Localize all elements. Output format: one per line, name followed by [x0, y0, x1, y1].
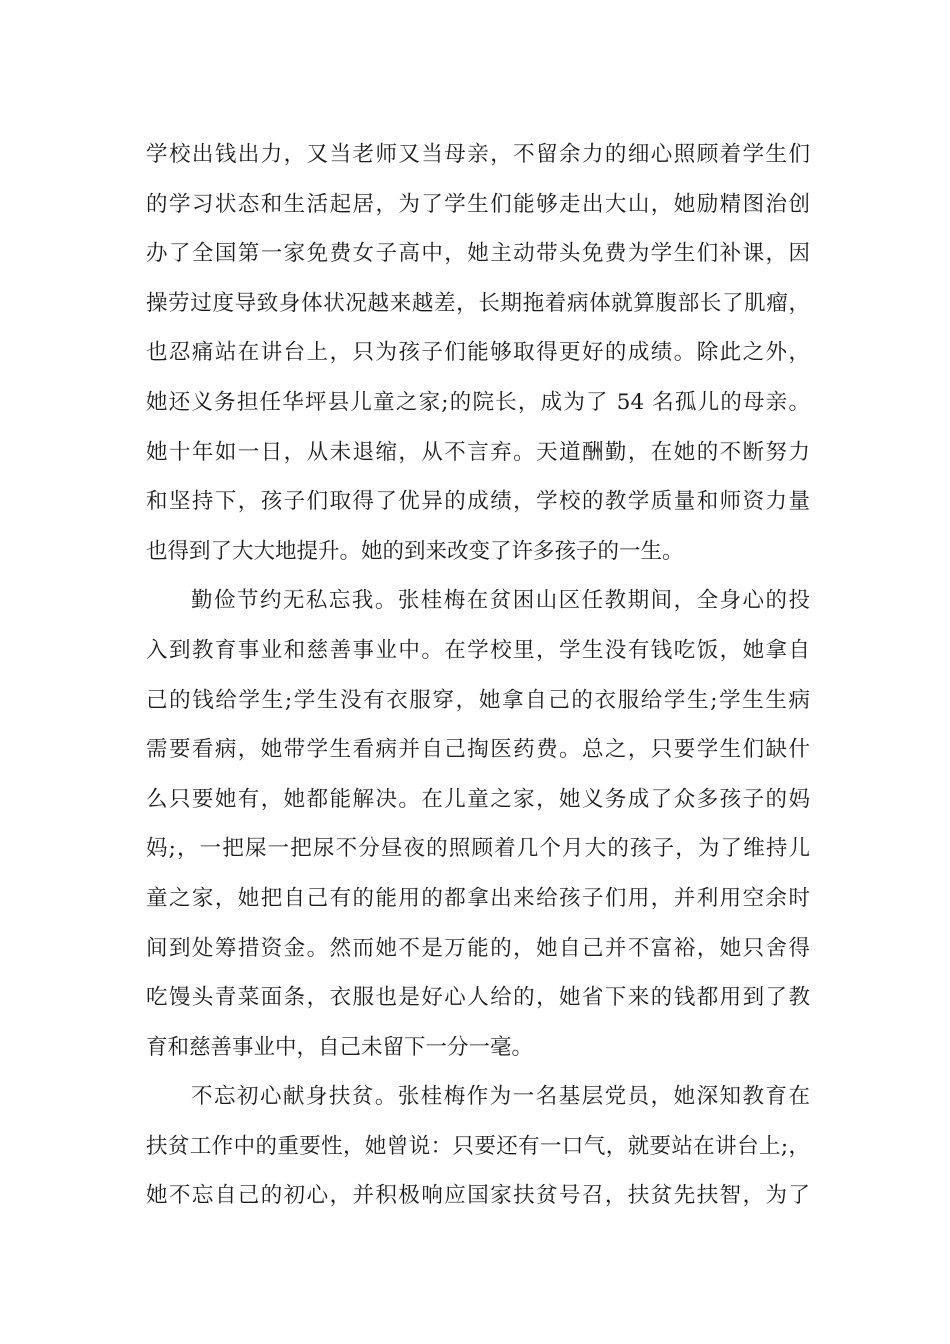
text-line: 学校出钱出力，又当老师又当母亲，不留余力的细心照顾着学生们 [146, 142, 810, 167]
paragraph-end-line: 育和慈善事业中，自己未留下一分一毫。 [146, 1034, 534, 1060]
text-line: 她十年如一日，从未退缩，从不言弃。天道酬勤，在她的不断努力 [146, 439, 810, 465]
document-body [146, 130, 810, 1221]
text-line: 妈;，一把屎一把尿不分昼夜的照顾着几个月大的孩子，为了维持儿 [146, 836, 810, 862]
text-line: 吃馒头青菜面条，衣服也是好心人给的，她省下来的钱都用到了教 [146, 985, 810, 1011]
paragraph-first-line: 不忘初心献身扶贫。张桂梅作为一名基层党员，她深知教育在 [191, 1084, 810, 1110]
text-line: 也忍痛站在讲台上，只为孩子们能够取得更好的成绩。除此之外， [146, 340, 810, 366]
text-line: 入到教育事业和慈善事业中。在学校里，学生没有钱吃饭，她拿自 [146, 637, 810, 663]
text-line: 需要看病，她带学生看病并自己掏医药费。总之，只要学生们缺什 [146, 737, 810, 763]
text-line: 操劳过度导致身体状况越来越差，长期拖着病体就算腹部长了肌瘤， [146, 290, 810, 316]
text-line: 己的钱给学生;学生没有衣服穿，她拿自己的衣服给学生;学生生病 [146, 687, 810, 713]
text-line: 的学习状态和生活起居，为了学生们能够走出大山，她励精图治创 [146, 191, 810, 217]
paragraph-first-line: 勤俭节约无私忘我。张桂梅在贫困山区任教期间，全身心的投 [191, 588, 810, 614]
text-line: 么只要她有，她都能解决。在儿童之家，她义务成了众多孩子的妈 [146, 786, 810, 812]
text-line: 和坚持下，孩子们取得了优异的成绩，学校的教学质量和师资力量 [146, 489, 810, 515]
text-line: 间到处筹措资金。然而她不是万能的，她自己并不富裕，她只舍得 [146, 935, 810, 961]
text-line: 她不忘自己的初心，并积极响应国家扶贫号召，扶贫先扶智，为了 [146, 1183, 810, 1209]
text-line: 扶贫工作中的重要性，她曾说：只要还有一口气，就要站在讲台上;， [146, 1133, 810, 1159]
text-line: 童之家，她把自己有的能用的都拿出来给孩子们用，并利用空余时 [146, 885, 810, 911]
text-line: 办了全国第一家免费女子高中，她主动带头免费为学生们补课，因 [146, 241, 810, 267]
paragraph-end-line: 也得到了大大地提升。她的到来改变了许多孩子的一生。 [146, 538, 684, 564]
text-line: 她还义务担任华坪县儿童之家;的院长，成为了 54 名孤儿的母亲。 [146, 389, 810, 415]
